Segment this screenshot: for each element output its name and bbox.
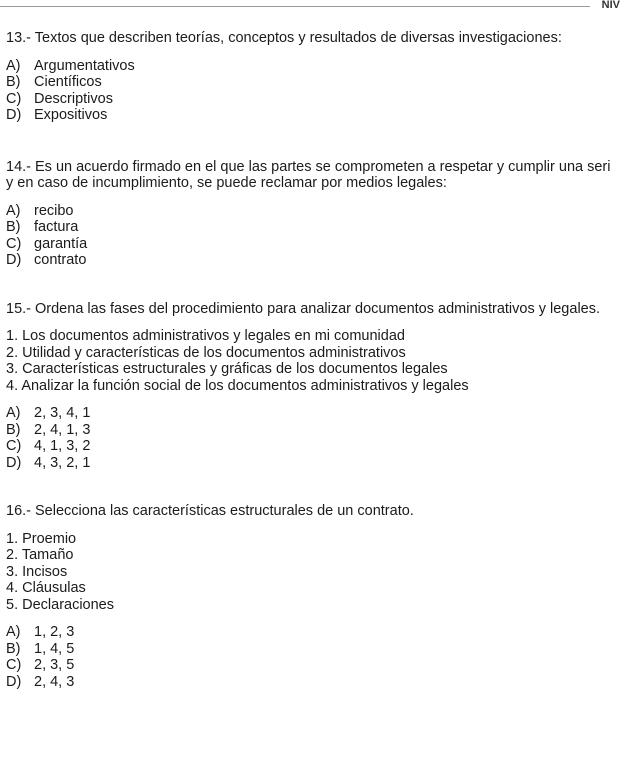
list-item: 4. Cláusulas <box>6 580 86 596</box>
option-c[interactable]: C) Descriptivos <box>6 90 113 107</box>
option-a[interactable]: A) recibo <box>6 202 74 219</box>
question-15 <box>6 301 620 472</box>
question-16-list <box>6 531 620 614</box>
question-15-options <box>6 405 620 471</box>
list-item: 2. Tamaño <box>6 547 74 563</box>
list-item: 3. Características estructurales y gráficas de los documentos legales <box>6 361 448 377</box>
option-d[interactable]: D) 2, 4, 3 <box>6 673 75 690</box>
question-15-list <box>6 328 620 394</box>
exam-page <box>6 30 620 720</box>
question-14-options <box>6 203 620 269</box>
option-b[interactable]: B) 1, 4, 5 <box>6 640 75 657</box>
option-b[interactable]: B) factura <box>6 219 79 235</box>
option-b[interactable]: B) 2, 4, 1, 3 <box>6 421 91 438</box>
question-14 <box>6 159 620 269</box>
list-item: 3. Incisos <box>6 563 68 580</box>
question-13-options <box>6 58 620 124</box>
question-14-text-line1: 14.- Es un acuerdo firmado en el que las partes se comprometen a respetar y cumplir una seri <box>6 158 611 175</box>
list-item: 1. Los documentos administrativos y legales en mi comunidad <box>6 328 405 344</box>
list-item: 1. Proemio <box>6 530 77 547</box>
list-item: 5. Declaraciones <box>6 596 114 613</box>
option-c[interactable]: C) garantía <box>6 235 88 252</box>
option-b[interactable]: B) Científicos <box>6 74 102 90</box>
list-item: 4. Analizar la función social de los documentos administrativos y legales <box>6 377 469 394</box>
question-13-text: 13.- Textos que describen teorías, conceptos y resultados de diversas investigaciones: <box>6 30 562 46</box>
option-d[interactable]: D) contrato <box>6 252 87 268</box>
question-13 <box>6 30 620 124</box>
option-a[interactable]: A) 1, 2, 3 <box>6 624 75 640</box>
question-16 <box>6 503 620 690</box>
corner-label: NIV <box>601 0 620 11</box>
option-c[interactable]: C) 2, 3, 5 <box>6 657 75 673</box>
option-d[interactable]: D) 4, 3, 2, 1 <box>6 454 91 471</box>
option-a[interactable]: A) 2, 3, 4, 1 <box>6 405 91 421</box>
option-a[interactable]: A) Argumentativos <box>6 57 135 74</box>
option-c[interactable]: C) 4, 1, 3, 2 <box>6 438 91 454</box>
question-16-options <box>6 624 620 690</box>
option-d[interactable]: D) Expositivos <box>6 107 108 123</box>
question-15-text: 15.- Ordena las fases del procedimiento para analizar documentos administrativos y legales. <box>6 300 601 317</box>
question-16-text: 16.- Selecciona las características estructurales de un contrato. <box>6 503 414 519</box>
list-item: 2. Utilidad y características de los documentos administrativos <box>6 344 406 361</box>
header-rule <box>0 6 590 7</box>
question-14-text-line2: y en caso de incumplimiento, se puede reclamar por medios legales: <box>6 175 447 191</box>
